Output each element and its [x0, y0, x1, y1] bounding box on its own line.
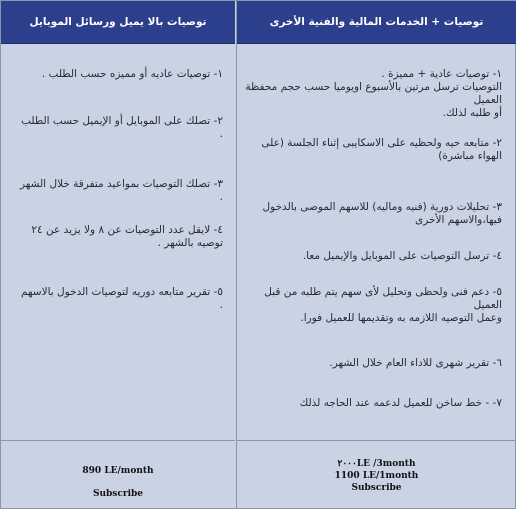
- feature-item: ٢- متابعه حيه ولحظيه على الاسكايبى إثناء الجلسة (على الهواء مباشرة): [261, 137, 502, 162]
- feature-item: ٢- تصلك على الموبايل أو الإيميل حسب الطلب .: [21, 115, 223, 140]
- price-label: 890 LE/month: [82, 466, 154, 476]
- plan-features-full: [237, 44, 516, 441]
- feature-item: [241, 286, 502, 325]
- plan-header-full: توصيات + الخدمات المالية والفنية الأخرى: [237, 1, 516, 44]
- feature-text: ١- توصيات عادية + مميزة .: [381, 68, 502, 80]
- subscribe-button[interactable]: Subscribe: [351, 483, 402, 493]
- feature-item: ٥- تقرير متابعه دوريه لتوصيات الدخول بالاسهم .: [20, 286, 223, 311]
- feature-item: ٣- تصلك التوصيات بمواعيد متفرقة خلال الشهر .: [19, 178, 223, 203]
- price-label-alt: 1100 LE/1month: [334, 471, 419, 481]
- plan-header-mobile: توصيات بالا يميل ورسائل الموبايل: [1, 1, 235, 44]
- feature-detail: وعمل التوصيه اللازمه به وتقديمها للعميل فورا.: [300, 312, 502, 324]
- feature-item: ٤- لايقل عدد التوصيات عن ٨ ولا يزيد عن ٢٤ توصيه بالشهر .: [31, 224, 223, 249]
- plan-column-mobile: [1, 1, 235, 508]
- feature-item: ٤- ترسل التوصيات على الموبايل والإيميل معا.: [302, 250, 502, 262]
- feature-detail: أو طلبه لذلك.: [442, 107, 502, 119]
- subscribe-button[interactable]: Subscribe: [92, 489, 144, 499]
- feature-item: ١- توصيات عاديه أو مميزه حسب الطلب .: [41, 68, 223, 80]
- plan-column-full: [236, 1, 516, 508]
- feature-item: ٦- تقرير شهرى للاداء العام خلال الشهر.: [329, 357, 502, 369]
- plan-footer-mobile: [1, 441, 235, 508]
- feature-item: ٧- - خط ساخن للعميل لدعمه عند الحاجه لذلك: [299, 397, 502, 409]
- feature-item: ٣- تحليلات دورية (فنيه وماليه) للاسهم الموصى بالدخول فيها،والاسهم الأخرى: [262, 201, 502, 226]
- feature-item: [241, 68, 502, 120]
- feature-detail: التوصيات ترسل مرتين بالأسبوع اويوميا حسب حجم محفظة العميل: [245, 81, 502, 106]
- feature-text: ٥- دعم فنى ولحظى وتحليل لأى سهم يتم طلبه من قبل العميل: [264, 286, 502, 311]
- plan-features-mobile: [1, 44, 235, 441]
- price-label: ٢٠٠٠LE /3month: [337, 459, 416, 469]
- plan-footer-full: [237, 441, 516, 508]
